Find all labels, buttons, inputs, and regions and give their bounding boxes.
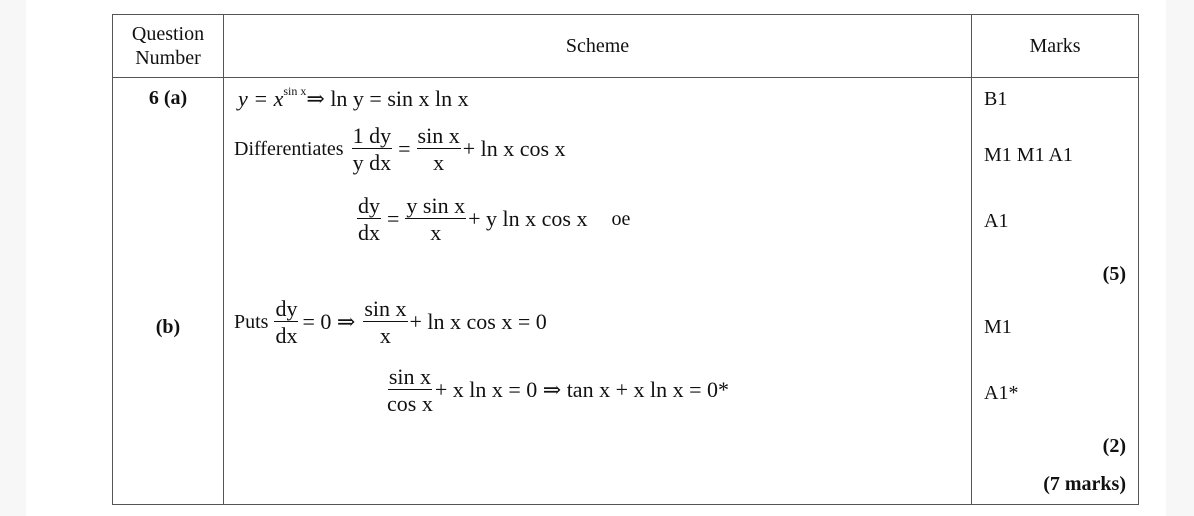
fraction-numerator: dy bbox=[358, 193, 380, 218]
expression-rest: + ln x cos x bbox=[462, 136, 566, 162]
expression-rest: + ln x cos x = 0 bbox=[409, 309, 547, 335]
scheme-a-line1 bbox=[238, 86, 469, 112]
fraction-sinx-over-cosx bbox=[387, 365, 433, 415]
fraction-1-over-y-dy-dx bbox=[352, 124, 393, 174]
header-scheme: Scheme bbox=[565, 35, 630, 57]
question-label-6a: 6 (a) bbox=[148, 87, 188, 109]
column-divider-2 bbox=[971, 14, 972, 505]
fraction-dy-dx bbox=[357, 194, 381, 244]
header-divider bbox=[112, 77, 1139, 78]
mark-b-line1: M1 bbox=[984, 316, 1012, 338]
mark-a-line3: A1 bbox=[984, 210, 1009, 232]
fraction-numerator: sin x bbox=[388, 364, 431, 389]
fraction-denominator: x bbox=[433, 150, 445, 176]
fraction-numerator: sin x bbox=[364, 296, 407, 321]
fraction-numerator: dy bbox=[275, 296, 298, 321]
scheme-b-line1 bbox=[234, 297, 547, 347]
step-prefix: Differentiates bbox=[234, 137, 344, 160]
mark-b-line2: A1* bbox=[984, 382, 1019, 404]
equals-sign: = bbox=[398, 136, 411, 162]
fraction-sinx-over-x bbox=[363, 297, 407, 347]
step-prefix: Puts bbox=[234, 310, 269, 333]
fraction-denominator: x bbox=[430, 220, 442, 246]
fraction-denominator: dx bbox=[275, 323, 298, 349]
fraction-denominator: x bbox=[379, 323, 391, 349]
fraction-denominator: cos x bbox=[387, 391, 433, 417]
equals-sign: = bbox=[387, 206, 400, 232]
scheme-a-line3 bbox=[357, 194, 630, 244]
expression-rest: + x ln x = 0 ⇒ tan x + x ln x = 0* bbox=[434, 377, 729, 403]
fraction-ysinx-over-x bbox=[405, 194, 466, 244]
fraction-numerator: 1 dy bbox=[352, 123, 392, 148]
mark-a-line1: B1 bbox=[984, 88, 1008, 110]
fraction-numerator: y sin x bbox=[406, 193, 466, 218]
fraction-denominator: dx bbox=[358, 220, 380, 246]
grand-total: (7 marks) bbox=[1043, 473, 1126, 495]
header-marks: Marks bbox=[1029, 35, 1081, 57]
subtotal-b: (2) bbox=[1102, 435, 1126, 457]
scheme-b-line2 bbox=[387, 365, 729, 415]
fraction-denominator: y dx bbox=[352, 150, 392, 176]
mark-a-line2: M1 M1 A1 bbox=[984, 144, 1073, 166]
equation-exponent: sin x bbox=[283, 84, 307, 98]
expression-rest: + y ln x cos x bbox=[468, 206, 588, 232]
oe-note: oe bbox=[611, 207, 631, 230]
header-question-number: Question Number bbox=[131, 23, 205, 69]
column-divider-1 bbox=[223, 14, 224, 505]
fraction-dy-dx bbox=[274, 297, 298, 347]
subtotal-a: (5) bbox=[1102, 263, 1126, 285]
equation-rhs: ⇒ ln y = sin x ln x bbox=[306, 86, 469, 111]
fraction-numerator: sin x bbox=[417, 123, 460, 148]
equation-lhs: y = x bbox=[238, 86, 284, 111]
scheme-a-line2 bbox=[234, 124, 566, 174]
fraction-sinx-over-x bbox=[417, 124, 461, 174]
equals-zero-implies: = 0 ⇒ bbox=[302, 309, 356, 335]
question-label-6b: (b) bbox=[155, 316, 181, 338]
